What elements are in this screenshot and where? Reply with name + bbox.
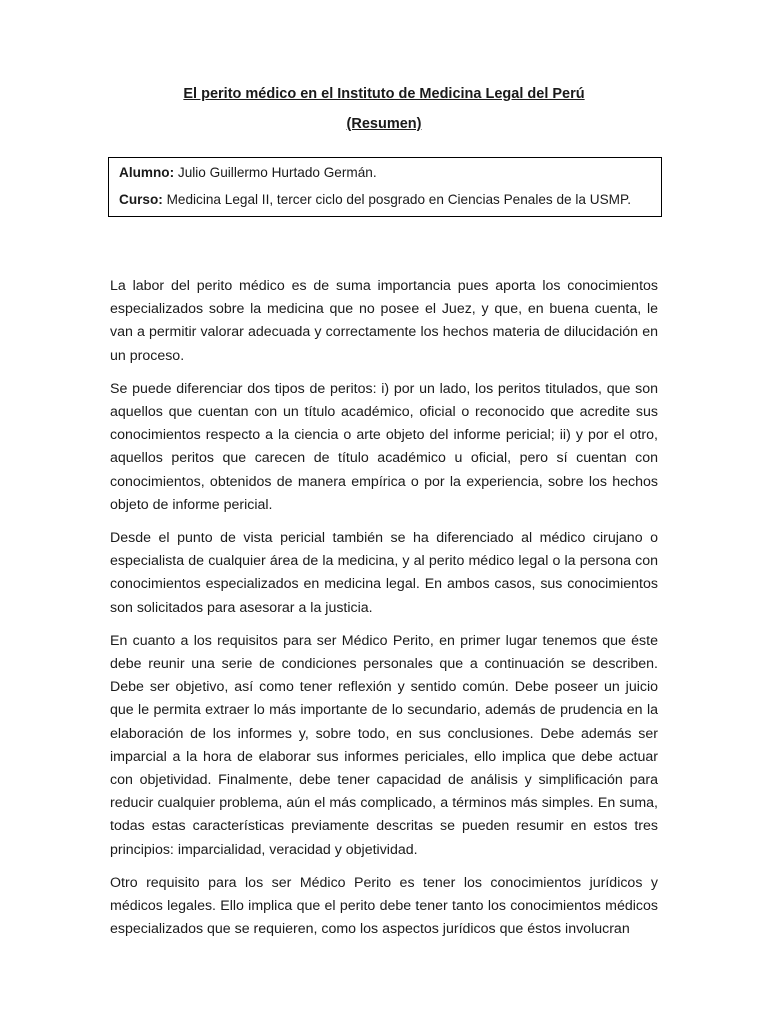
paragraph-4: En cuanto a los requisitos para ser Médico Perito, en primer lugar tenemos que éste debe reunir una serie de condiciones personales que a continuación se describen. Debe ser objetivo, así como tener reflexión y sentido común. Debe poseer un juicio que le permita extraer lo más importante de lo secundario, además de prudencia en la elaboración de los informes y, sobre todo, en sus conclusiones. Debe además ser imparcial a la hora de elaborar sus informes periciales, ello implica que debe actuar con objetividad. Finalmente, debe tener capacidad de análisis y simplificación para reducir cualquier problema, aún el más complicado, a términos más simples. En suma, todas estas características previamente descritas se pueden resumir en estos tres principios: imparcialidad, veracidad y objetividad. [110, 632, 658, 858]
course-line [119, 190, 661, 210]
paragraph-5: Otro requisito para los ser Médico Perito es tener los conocimientos jurídicos y médicos legales. Ello implica que el perito debe tener tanto los conocimientos médicos especializados que se requieren, como los aspectos jurídicos que éstos involucran [110, 874, 658, 938]
course-name: Medicina Legal II, tercer ciclo del posgrado en Ciencias Penales de la USMP. [166, 192, 632, 207]
student-info-box [108, 157, 662, 217]
document-body [110, 275, 658, 951]
course-label: Curso: [119, 192, 163, 207]
paragraph-2: Se puede diferenciar dos tipos de peritos: i) por un lado, los peritos titulados, que son aquellos que cuentan con un título académico, oficial o reconocido que acredite sus conocimientos respecto a la ciencia o arte objeto del informe pericial; ii) y por el otro, aquellos peritos que carecen de título académico u oficial, pero sí cuentan con conocimientos, obtenidos de manera empírica o por la experiencia, sobre los hechos objeto de informe pericial. [110, 380, 658, 513]
student-label: Alumno: [119, 165, 175, 180]
paragraph-3: Desde el punto de vista pericial también se ha diferenciado al médico cirujano o especialista de cualquier área de la medicina, y al perito médico legal o la persona con conocimientos especializados en medicina legal. En ambos casos, sus conocimientos son solicitados para asesorar a la justicia. [110, 530, 658, 616]
student-name: Julio Guillermo Hurtado Germán. [177, 165, 377, 180]
paragraph-1: La labor del perito médico es de suma importancia pues aporta los conocimientos especializados sobre la medicina que no posee el Juez, y que, en buena cuenta, le van a permitir valorar adecuada y correctamente los hechos materia de dilucidación en un proceso. [110, 278, 658, 364]
document-subtitle: (Resumen) [346, 116, 422, 132]
document-title: El perito médico en el Instituto de Medicina Legal del Perú [183, 86, 585, 102]
student-line [119, 163, 661, 183]
